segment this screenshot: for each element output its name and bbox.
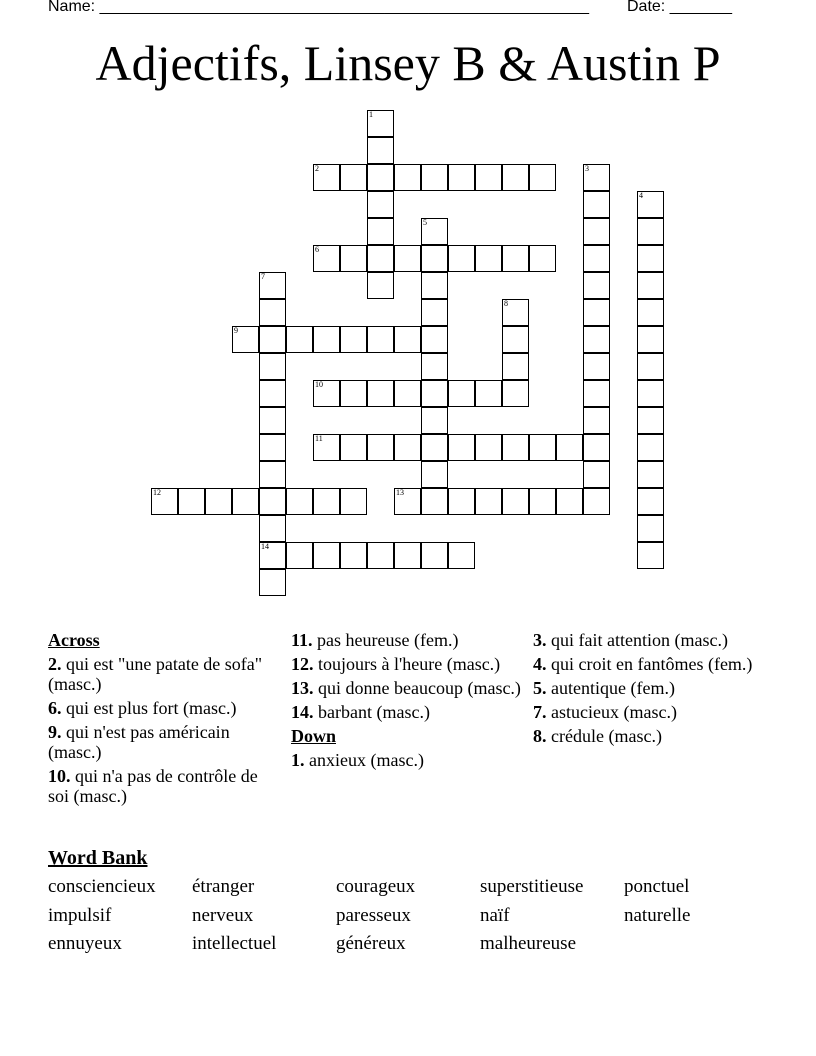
clue-number: 5 xyxy=(423,218,427,227)
crossword-cell[interactable] xyxy=(583,461,610,488)
crossword-cell[interactable] xyxy=(583,407,610,434)
clue-down-3: 3. qui fait attention (masc.) xyxy=(533,630,728,650)
crossword-cell[interactable] xyxy=(637,542,664,569)
crossword-cell[interactable] xyxy=(340,164,367,191)
crossword-cell[interactable] xyxy=(367,191,394,218)
crossword-cell[interactable] xyxy=(259,461,286,488)
crossword-cell[interactable] xyxy=(259,542,286,569)
crossword-cell[interactable] xyxy=(367,434,394,461)
crossword-cell[interactable] xyxy=(637,272,664,299)
crossword-cell[interactable] xyxy=(394,488,421,515)
crossword-cell[interactable] xyxy=(313,164,340,191)
crossword-cell[interactable] xyxy=(637,191,664,218)
crossword-cell[interactable] xyxy=(421,542,448,569)
down-heading: Down xyxy=(291,726,337,746)
crossword-cell[interactable] xyxy=(313,542,340,569)
word-bank-word: courageux xyxy=(336,876,416,897)
crossword-cell[interactable] xyxy=(637,461,664,488)
crossword-cell[interactable] xyxy=(583,164,610,191)
clue-down-8: 8. crédule (masc.) xyxy=(533,726,662,746)
crossword-cell[interactable] xyxy=(475,245,502,272)
crossword-cell[interactable] xyxy=(637,488,664,515)
crossword-cell[interactable] xyxy=(340,542,367,569)
clue-number: 7 xyxy=(261,272,265,281)
crossword-cell[interactable] xyxy=(259,299,286,326)
crossword-cell[interactable] xyxy=(529,245,556,272)
crossword-cell[interactable] xyxy=(502,164,529,191)
crossword-cell[interactable] xyxy=(475,488,502,515)
crossword-cell[interactable] xyxy=(502,299,529,326)
crossword-cell[interactable] xyxy=(286,488,313,515)
clue-number: 2 xyxy=(315,164,319,173)
clue-number: 1 xyxy=(369,110,373,119)
crossword-cell[interactable] xyxy=(259,569,286,596)
clue-number: 10 xyxy=(315,380,323,389)
crossword-cell[interactable] xyxy=(583,245,610,272)
crossword-cell[interactable] xyxy=(259,380,286,407)
crossword-cell[interactable] xyxy=(394,434,421,461)
clue-across-14: 14. barbant (masc.) xyxy=(291,702,430,722)
clue-number: 12 xyxy=(153,488,161,497)
crossword-cell[interactable] xyxy=(421,488,448,515)
crossword-cell[interactable] xyxy=(583,218,610,245)
crossword-cell[interactable] xyxy=(421,218,448,245)
clue-across-2: 2. qui est "une patate de sofa" (masc.) xyxy=(48,654,263,694)
crossword-cell[interactable] xyxy=(583,299,610,326)
clue-number: 4 xyxy=(639,191,643,200)
crossword-cell[interactable] xyxy=(394,542,421,569)
crossword-cell[interactable] xyxy=(583,326,610,353)
page-title: Adjectifs, Linsey B & Austin P xyxy=(95,35,721,91)
crossword-cell[interactable] xyxy=(502,353,529,380)
crossword-cell[interactable] xyxy=(556,488,583,515)
clue-across-12: 12. toujours à l'heure (masc.) xyxy=(291,654,501,674)
crossword-cell[interactable] xyxy=(286,542,313,569)
crossword-cell[interactable] xyxy=(232,488,259,515)
clue-down-7: 7. astucieux (masc.) xyxy=(533,702,677,722)
clue-number: 14 xyxy=(261,542,269,551)
crossword-cell[interactable] xyxy=(340,245,367,272)
crossword-cell[interactable] xyxy=(421,407,448,434)
crossword-cell[interactable] xyxy=(529,434,556,461)
crossword-cell[interactable] xyxy=(259,434,286,461)
clue-down-5: 5. autentique (fem.) xyxy=(533,678,675,698)
crossword-cell[interactable] xyxy=(340,380,367,407)
crossword-cell[interactable] xyxy=(151,488,178,515)
clue-column-2 xyxy=(291,630,521,774)
crossword-cell[interactable] xyxy=(583,353,610,380)
crossword-cell[interactable] xyxy=(637,407,664,434)
crossword-cell[interactable] xyxy=(286,326,313,353)
crossword-cell[interactable] xyxy=(502,488,529,515)
crossword-cell[interactable] xyxy=(394,326,421,353)
crossword-cell[interactable] xyxy=(259,515,286,542)
crossword-cell[interactable] xyxy=(448,488,475,515)
crossword-cell[interactable] xyxy=(178,488,205,515)
crossword-cell[interactable] xyxy=(394,245,421,272)
crossword-cell[interactable] xyxy=(313,245,340,272)
crossword-cell[interactable] xyxy=(367,164,394,191)
clue-number: 13 xyxy=(396,488,404,497)
crossword-cell[interactable] xyxy=(448,380,475,407)
crossword-cell[interactable] xyxy=(313,326,340,353)
crossword-cell[interactable] xyxy=(421,164,448,191)
crossword-cell[interactable] xyxy=(421,326,448,353)
word-bank-word: ponctuel xyxy=(624,876,690,897)
crossword-cell[interactable] xyxy=(421,461,448,488)
word-bank-word: naturelle xyxy=(624,905,691,926)
crossword-cell[interactable] xyxy=(637,515,664,542)
clue-across-13: 13. qui donne beaucoup (masc.) xyxy=(291,678,521,698)
date-field-label: Date: _______ xyxy=(627,0,732,15)
clue-number: 3 xyxy=(585,164,589,173)
crossword-cell[interactable] xyxy=(448,245,475,272)
clue-across-11: 11. pas heureuse (fem.) xyxy=(291,630,459,650)
crossword-cell[interactable] xyxy=(232,326,259,353)
clue-number: 6 xyxy=(315,245,319,254)
crossword-cell[interactable] xyxy=(556,434,583,461)
crossword-cell[interactable] xyxy=(637,245,664,272)
crossword-cell[interactable] xyxy=(583,380,610,407)
crossword-cell[interactable] xyxy=(637,326,664,353)
crossword-cell[interactable] xyxy=(448,434,475,461)
crossword-cell[interactable] xyxy=(637,434,664,461)
crossword-cell[interactable] xyxy=(367,245,394,272)
crossword-cell[interactable] xyxy=(421,299,448,326)
crossword-cell[interactable] xyxy=(367,218,394,245)
crossword-cell[interactable] xyxy=(367,272,394,299)
crossword-cell[interactable] xyxy=(502,380,529,407)
crossword-cell[interactable] xyxy=(475,434,502,461)
crossword-cell[interactable] xyxy=(475,380,502,407)
word-bank-word: étranger xyxy=(192,876,255,897)
crossword-cell[interactable] xyxy=(259,272,286,299)
crossword-cell[interactable] xyxy=(367,137,394,164)
clue-number: 8 xyxy=(504,299,508,308)
crossword-cell[interactable] xyxy=(421,434,448,461)
crossword-cell[interactable] xyxy=(583,488,610,515)
crossword-cell[interactable] xyxy=(367,542,394,569)
across-heading: Across xyxy=(48,630,100,650)
clue-across-6: 6. qui est plus fort (masc.) xyxy=(48,698,237,718)
clue-across-9: 9. qui n'est pas américain (masc.) xyxy=(48,722,230,762)
crossword-cell[interactable] xyxy=(259,326,286,353)
crossword-cell[interactable] xyxy=(502,245,529,272)
crossword-cell[interactable] xyxy=(637,353,664,380)
crossword-cell[interactable] xyxy=(313,434,340,461)
word-bank-word: impulsif xyxy=(48,905,112,926)
crossword-cell[interactable] xyxy=(421,353,448,380)
crossword-cell[interactable] xyxy=(259,353,286,380)
crossword-cell[interactable] xyxy=(205,488,232,515)
word-bank-word: malheureuse xyxy=(480,933,577,954)
word-bank-word: généreux xyxy=(336,933,406,954)
crossword-cell[interactable] xyxy=(367,380,394,407)
crossword-cell[interactable] xyxy=(502,326,529,353)
crossword-cell[interactable] xyxy=(421,380,448,407)
crossword-cell[interactable] xyxy=(637,299,664,326)
word-bank-word: ennuyeux xyxy=(48,933,122,954)
clue-number: 11 xyxy=(315,434,323,443)
word-bank-word: naïf xyxy=(480,905,510,926)
crossword-cell[interactable] xyxy=(529,164,556,191)
clue-across-10: 10. qui n'a pas de contrôle de soi (masc.) xyxy=(48,766,258,806)
word-bank-word: consciencieux xyxy=(48,876,156,897)
crossword-cell[interactable] xyxy=(259,407,286,434)
clue-column-1 xyxy=(48,630,278,810)
crossword-cell[interactable] xyxy=(583,272,610,299)
name-field-label: Name: _______________________________________________________ xyxy=(48,0,589,15)
crossword-cell[interactable] xyxy=(448,164,475,191)
crossword-cell[interactable] xyxy=(394,164,421,191)
crossword-cell[interactable] xyxy=(421,245,448,272)
crossword-cell[interactable] xyxy=(637,380,664,407)
word-bank-word: intellectuel xyxy=(192,933,277,954)
crossword-cell[interactable] xyxy=(529,488,556,515)
crossword-cell[interactable] xyxy=(394,380,421,407)
crossword-cell[interactable] xyxy=(367,326,394,353)
crossword-cell[interactable] xyxy=(448,542,475,569)
crossword-cell[interactable] xyxy=(583,434,610,461)
word-bank-title: Word Bank xyxy=(48,847,148,869)
crossword-cell[interactable] xyxy=(313,488,340,515)
crossword-cell[interactable] xyxy=(340,488,367,515)
crossword-cell[interactable] xyxy=(259,488,286,515)
clue-number: 9 xyxy=(234,326,238,335)
crossword-cell[interactable] xyxy=(340,326,367,353)
word-bank-word: nerveux xyxy=(192,905,254,926)
crossword-cell[interactable] xyxy=(475,164,502,191)
clue-down-4: 4. qui croit en fantômes (fem.) xyxy=(533,654,753,674)
crossword-cell[interactable] xyxy=(583,191,610,218)
word-bank-word: paresseux xyxy=(336,905,411,926)
crossword-cell[interactable] xyxy=(313,380,340,407)
word-bank-word: superstitieuse xyxy=(480,876,584,897)
clue-down-1: 1. anxieux (masc.) xyxy=(291,750,424,770)
crossword-cell[interactable] xyxy=(637,218,664,245)
crossword-cell[interactable] xyxy=(367,110,394,137)
crossword-cell[interactable] xyxy=(421,272,448,299)
crossword-cell[interactable] xyxy=(502,434,529,461)
clue-column-3 xyxy=(533,630,763,750)
crossword-cell[interactable] xyxy=(340,434,367,461)
